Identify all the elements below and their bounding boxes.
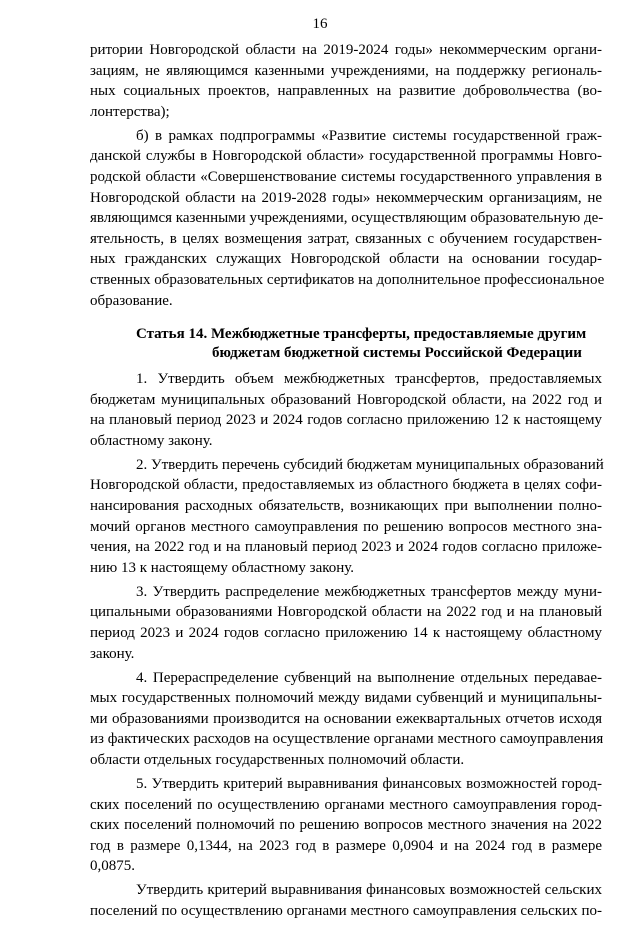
text-line: нансирования расходных обязательств, возникающих при выполнении полно-: [90, 498, 602, 515]
text-line: ритории Новгородской области на 2019-2024 годы» некоммерческим органи-: [90, 42, 602, 58]
article-title-line-1: Статья 14. Межбюджетные трансферты, предоставляемые другим: [136, 326, 587, 343]
text-line: Новгородской области на 2019-2028 годы» некоммерческим организациям, не: [90, 189, 602, 206]
paragraph-3: [90, 582, 602, 664]
article-title-line-2: бюджетам бюджетной системы Российской Федерации: [212, 345, 582, 362]
text-line: ских поселений полномочий по решению вопросов местного значения на 2022: [90, 817, 602, 834]
text-line: 3. Утвердить распределение межбюджетных трансфертов между муни-: [136, 583, 602, 600]
text-line: ных социальных проектов, направленных на развитие добровольчества (во-: [90, 83, 602, 100]
paragraph-6: [90, 880, 602, 921]
text-line: ятельность, в целях возмещения затрат, связанных с обучением государствен-: [90, 230, 602, 247]
text-line: родской области «Совершенствование системы государственного управления в: [90, 168, 602, 185]
text-line: Новгородской области, предоставляемых из областного бюджета в целях софи-: [90, 477, 602, 494]
text-line: год в размере 0,1344, на 2023 год в размере 0,0904 и на 2024 год в размере: [90, 837, 602, 854]
text-line: 5. Утвердить критерий выравнивания финансовых возможностей город-: [136, 775, 602, 792]
text-line: области отдельных государственных полномочий области.: [90, 751, 465, 768]
page-number: 16: [312, 16, 328, 32]
text-line: бюджетам муниципальных образований Новгородской области, на 2022 год и: [90, 391, 602, 408]
text-line: данской службы в Новгородской области» государственной программы Новго-: [90, 148, 602, 165]
text-line: б) в рамках подпрограммы «Развитие системы государственной граж-: [136, 127, 602, 144]
text-line: закону.: [90, 645, 135, 662]
text-line: нию 13 к настоящему областному закону.: [90, 559, 355, 576]
paragraph-4: [90, 668, 602, 771]
text-line: зациям, не являющимся казенными учреждениями, на поддержку региональ-: [90, 62, 602, 79]
text-line: 4. Перераспределение субвенций на выполнение отдельных передавае-: [136, 669, 602, 686]
text-line: ских поселений по осуществлению органами местного самоуправления город-: [90, 796, 602, 813]
paragraph-2: [90, 455, 602, 579]
paragraph-5: [90, 774, 602, 877]
text-line: 0,0875.: [90, 858, 135, 875]
text-line: областному закону.: [90, 432, 213, 449]
text-line: мочий органов местного самоуправления по решению вопросов местного зна-: [90, 518, 602, 535]
text-line: 2. Утвердить перечень субсидий бюджетам муниципальных образований: [136, 456, 604, 473]
text-line: Утвердить критерий выравнивания финансовых возможностей сельских: [136, 882, 602, 899]
document-body: [90, 40, 605, 925]
paragraph-b: [90, 126, 605, 311]
text-line: из фактических расходов на осуществление органами местного самоуправления: [90, 731, 604, 748]
text-line: являющимся казенными учреждениями, осуществляющим образовательную де-: [90, 210, 604, 227]
text-line: на плановый период 2023 и 2024 годов согласно приложению 12 к настоящему: [90, 412, 602, 429]
text-line: чения, на 2022 год и на плановый период 2023 и 2024 годов согласно приложе-: [90, 539, 602, 556]
paragraph-1: [90, 369, 602, 451]
text-line: ципальными образованиями Новгородской области на 2022 год и на плановый: [90, 604, 602, 621]
article-heading: [90, 325, 602, 363]
text-line: ных гражданских служащих Новгородской области на основании государ-: [90, 251, 602, 268]
text-line: поселений по осуществлению органами местного самоуправления сельских по-: [90, 902, 602, 919]
paragraph-a-continuation: [90, 40, 602, 122]
text-line: образование.: [90, 292, 173, 309]
text-line: лонтерства);: [90, 103, 170, 120]
text-line: ми образованиями производится на основании ежеквартальных отчетов исходя: [90, 710, 602, 727]
text-line: ственных образовательных сертификатов на дополнительное профессиональное: [90, 271, 605, 288]
text-line: период 2023 и 2024 годов согласно приложению 14 к настоящему областному: [90, 625, 602, 642]
text-line: мых государственных полномочий между видами субвенций и муниципальны-: [90, 690, 602, 707]
text-line: 1. Утвердить объем межбюджетных трансфертов, предоставляемых: [136, 371, 602, 388]
